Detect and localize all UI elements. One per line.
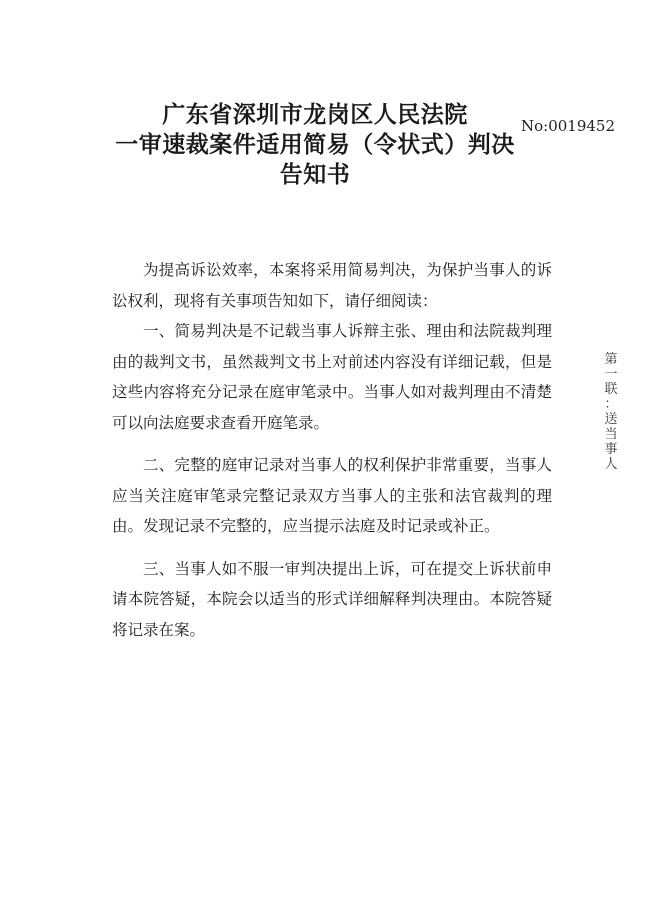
copy-label-char: 事 (604, 442, 618, 457)
copy-label-char: 人 (604, 457, 618, 472)
intro-paragraph: 为提高诉讼效率，本案将采用简易判决，为保护当事人的诉讼权利，现将有关事项告知如下，请仔细阅读： (112, 261, 552, 310)
court-name: 广东省深圳市龙岗区人民法院 (162, 101, 468, 128)
document-type: 告知书 (279, 161, 351, 188)
item-2-paragraph: 二、完整的庭审记录对当事人的权利保护非常重要，当事人应当关注庭审笔录完整记录双方当事人的主张和法官裁判的理由。发现记录不完整的，应当提示法庭及时记录或补正。 (112, 456, 552, 535)
copy-label-char: 当 (604, 427, 618, 442)
copy-label-char: 一 (604, 367, 618, 382)
copy-label-char: 送 (604, 412, 618, 427)
copy-label-char: 联 (604, 382, 618, 397)
document-subject: 一审速裁案件适用简易（令状式）判决 (115, 131, 515, 158)
document-title (0, 100, 650, 190)
item-3-paragraph: 三、当事人如不服一审判决提出上诉，可在提交上诉状前申请本院答疑，本院会以适当的形式详细解释判决理由。本院答疑将记录在案。 (112, 559, 552, 639)
copy-label-char: 第 (604, 352, 618, 367)
copy-label (600, 352, 622, 472)
document-number: No:0019452 (521, 117, 616, 135)
copy-label-char: ： (604, 397, 618, 412)
item-1-paragraph: 一、简易判决是不记载当事人诉辩主张、理由和法院裁判理由的裁判文书，虽然裁判文书上对前述内容没有详细记载，但是这些内容将充分记录在庭审笔录中。当事人如对裁判理由不清楚可以向法庭要求查看开庭笔录。 (112, 322, 552, 432)
notice-body (112, 255, 552, 657)
